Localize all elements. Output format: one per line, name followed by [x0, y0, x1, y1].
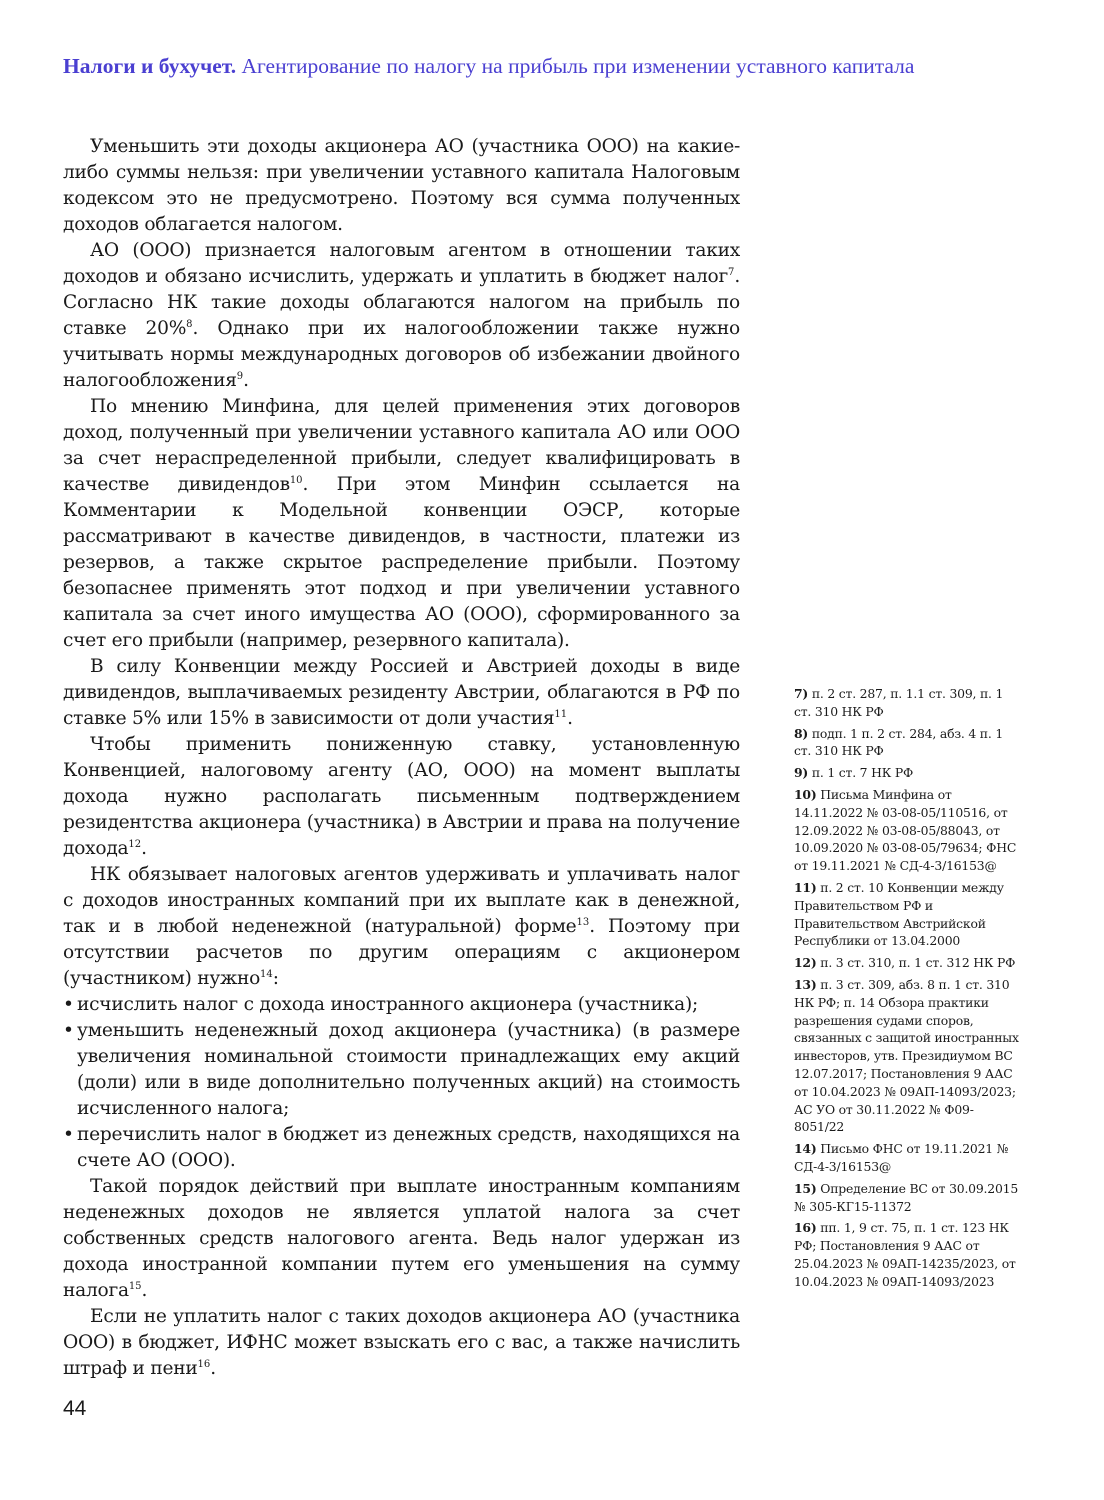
footnote-ref: 7 [727, 267, 735, 278]
footnote-ref: 8 [186, 319, 193, 330]
footnote: 15) Определение ВС от 30.09.2015 № 305-КГ15-11372 [794, 1180, 1019, 1214]
footnote-ref: 11 [554, 709, 568, 720]
page-number: 44 [63, 1397, 87, 1420]
footnote-ref: 16 [197, 1359, 211, 1370]
footnote: 16) пп. 1, 9 ст. 75, п. 1 ст. 123 НК РФ; Постановления 9 ААС от 25.04.2023 № 09АП-14235/2023, от 10.04.2023 № 09АП-14093/2023 [794, 1220, 1016, 1289]
header-section: Налоги и бухучет. [63, 54, 237, 78]
footnote: 14) Письмо ФНС от 19.11.2021 № СД-4-3/16153@ [794, 1141, 1009, 1174]
footnote: 8) подп. 1 п. 2 ст. 284, абз. 4 п. 1 ст. 310 НК РФ [794, 725, 1004, 759]
footnote: 7) п. 2 ст. 287, п. 1.1 ст. 309, п. 1 ст. 310 НК РФ [794, 686, 1004, 719]
paragraph-1: Уменьшить эти доходы акционера АО (участника ООО) на какие-либо суммы нельзя: при увеличении уставного капитала Налоговым кодексом это не предусмотрено. Поэтому вся сумма полученных доходов облагается налогом. [63, 136, 740, 235]
list-item: • перечислить налог в бюджет из денежных средств, находящихся на счете АО (ООО). [63, 1124, 740, 1171]
paragraph-4: В силу Конвенции между Россией и Австрией доходы в виде дивидендов, выплачиваемых резиденту Австрии, облагаются в РФ по ставке 5% или 15% в зависимости от доли участия$^{11}$. [63, 656, 740, 729]
paragraph-8: Если не уплатить налог с таких доходов акционера АО (участника ООО) в бюджет, ИФНС может взыскать его с вас, а также начислить штраф и пени$^{16}$. [63, 1306, 740, 1379]
paragraph-6: НК обязывает налоговых агентов удерживать и уплачивать налог с доходов иностранных компаний при их выплате как в денежной, так и в любой неденежной (натуральной) форме$^{13}$. Поэтому при отсутствии расчетов по другим операциям с акционером (участником) нужно$^{14}$: [63, 864, 740, 989]
bullet-icon: • [63, 1124, 74, 1145]
paragraph-3: По мнению Минфина, для целей применения этих договоров доход, полученный при увеличении уставного капитала АО или ООО за счет нераспределенной прибыли, следует квалифицировать в качестве дивидендов$^{10}$. При этом Минфин ссылается на Комментарии к Модельной конвенции ОЭСР, которые рассматривают в качестве дивидендов, в частности, платежи из резервов, а также скрытое распределение прибыли. Поэтому безопаснее применять этот подход и при увеличении уставного капитала за счет иного имущества АО (ООО), сформированного за счет его прибыли (например, резервного капитала). [63, 396, 740, 651]
footnote-ref: 13 [576, 917, 590, 928]
list-item: • уменьшить неденежный доход акционера (участника) (в размере увеличения номинальной стоимости принадлежащих ему акций (доли) или в виде дополнительно полученных акций) на стоимость исчисленного налога; [63, 1020, 740, 1119]
footnote: 13) п. 3 ст. 309, абз. 8 п. 1 ст. 310 НК РФ; п. 14 Обзора практики разрешения судами споров, связанных с защитой иностранных инвесторов, утв. Президиумом ВС 12.07.2017; Постановления 9 ААС от 10.04.2023 № 09АП-14093/2023; АС УО от 30.11.2022 № Ф09-8051/22 [794, 976, 1019, 1135]
bullet-icon: • [63, 1020, 74, 1041]
footnote: 9) п. 1 ст. 7 НК РФ [794, 765, 914, 781]
footnote-ref: 15 [128, 1281, 142, 1292]
bullet-list [63, 992, 740, 1174]
footnotes-column [794, 685, 1022, 1295]
list-item: • исчислить налог с дохода иностранного акционера (участника); [63, 992, 740, 1018]
paragraph-5: Чтобы применить пониженную ставку, установленную Конвенцией, налоговому агенту (АО, ООО) на момент выплаты дохода нужно располагать письменным подтверждением резидентства акционера (участника) в Австрии и права на получение дохода$^{12}$. [63, 734, 740, 859]
running-header [63, 54, 1063, 79]
paragraph-2: АО (ООО) признается налоговым агентом в отношении таких доходов и обязано исчислить, удержать и уплатить в бюджет налог$^7$. Согласно НК такие доходы облагаются налогом на прибыль по ставке 20%$^8$. Однако при их налогообложении также нужно учитывать нормы международных договоров об избежании двойного налогообложения$^9$. [63, 240, 741, 391]
footnote: 12) п. 3 ст. 310, п. 1 ст. 312 НК РФ [794, 955, 1016, 971]
main-text [63, 134, 740, 1382]
footnote: 11) п. 2 ст. 10 Конвенции между Правительством РФ и Правительством Австрийской Республики от 13.04.2000 [794, 879, 1004, 949]
header-title: Агентирование по налогу на прибыль при изменении уставного капитала [241, 54, 915, 78]
footnote-ref: 9 [236, 371, 244, 382]
paragraph-7: Такой порядок действий при выплате иностранным компаниям неденежных доходов не является уплатой налога за счет собственных средств налогового агента. Ведь налог удержан из дохода иностранной компании путем его уменьшения на сумму налога$^{15}$. [63, 1176, 740, 1301]
footnote-ref: 10 [289, 475, 303, 486]
bullet-icon: • [63, 994, 74, 1015]
footnote-ref: 12 [128, 839, 142, 850]
footnote-ref: 14 [260, 969, 273, 980]
footnote: 10) Письма Минфина от 14.11.2022 № 03-08-05/110516, от 12.09.2022 № 03-08-05/88043, от 10.09.2020 № 03-08-05/79634; ФНС от 19.11.2021 № СД-4-3/16153@ [794, 786, 1017, 874]
